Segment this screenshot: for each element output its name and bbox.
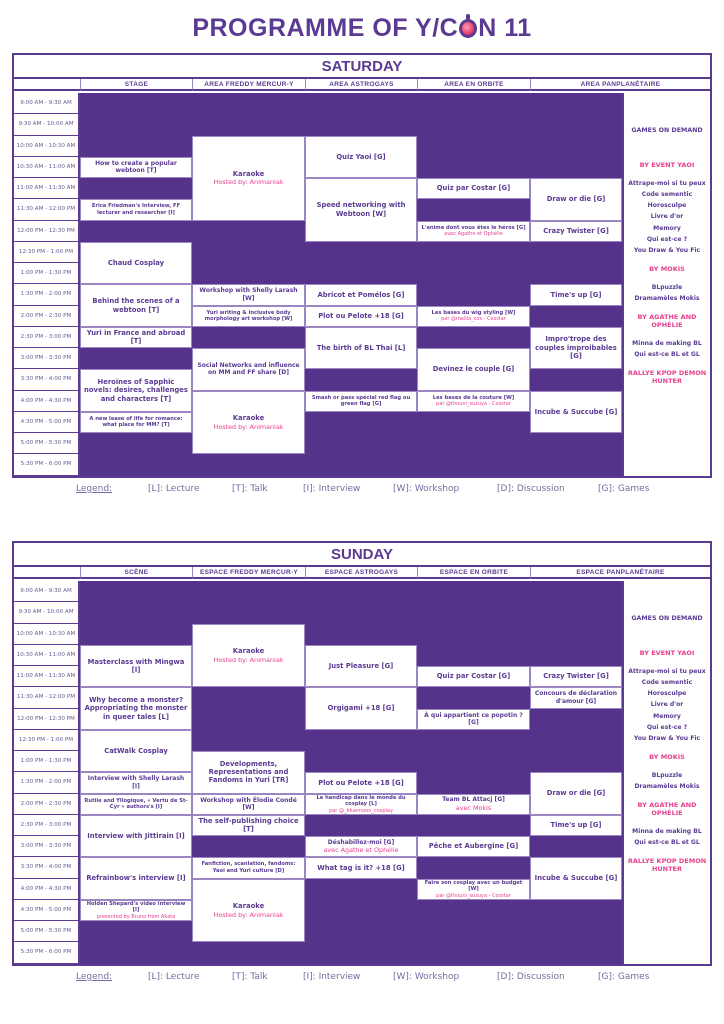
event-title: What tag is it? +18 [G] <box>317 863 405 872</box>
time-slot: 12:00 PM - 12:30 PM <box>14 709 80 730</box>
games-on-demand-heading: GAMES ON DEMAND <box>631 127 703 134</box>
event-cell[interactable] <box>80 157 192 178</box>
by-mokis-heading: BY MOKIS <box>649 753 685 762</box>
event-host: avec Agathe et Ophélie <box>323 846 399 855</box>
event-cell[interactable] <box>192 751 305 794</box>
event-cell[interactable] <box>80 815 192 858</box>
event-cell[interactable] <box>530 178 622 221</box>
event-cell[interactable] <box>417 836 530 857</box>
event-cell[interactable] <box>417 348 530 391</box>
game-item[interactable]: Minna de making BL <box>632 339 702 347</box>
game-item[interactable]: You Draw & You Fic <box>633 246 701 254</box>
event-title: L'anime dont vous êtes le héros [G] <box>421 224 526 231</box>
event-host: avec Agathe et Ophélie <box>444 231 503 238</box>
game-item[interactable]: Dramamèles Mokis <box>634 295 700 303</box>
event-title: Draw or die [G] <box>546 195 606 203</box>
event-title: Developments, Representations and Fandoms in Yuri [TR] <box>208 759 289 785</box>
event-title: Workshop with Élodie Condé [W] <box>200 796 297 812</box>
event-cell[interactable] <box>530 284 622 305</box>
time-slot: 10:30 AM - 11:00 AM <box>14 157 80 178</box>
game-item[interactable]: Qui est-ce ? <box>646 235 688 243</box>
by-agathe-heading: BY AGATHE AND OPHÉLIE <box>637 313 697 330</box>
time-slot: 2:00 PM - 2:30 PM <box>14 306 80 327</box>
time-slot: 5:00 PM - 5:30 PM <box>14 921 80 942</box>
event-title: Masterclass with Mingwa [I] <box>87 657 185 674</box>
event-title: Incube & Succube [G] <box>534 874 618 883</box>
event-cell[interactable] <box>417 794 530 815</box>
sunday-schedule <box>12 541 712 966</box>
event-title: Abricot et Pomélos [G] <box>317 290 405 299</box>
event-title: Yuri writing & inclusive body morphology art workshop [W] <box>204 309 293 323</box>
column-header: AREA ASTROGAYS <box>305 79 417 91</box>
time-slot: 2:30 PM - 3:00 PM <box>14 815 80 836</box>
event-cell[interactable] <box>530 687 622 708</box>
event-cell[interactable] <box>192 284 305 305</box>
event-cell[interactable] <box>192 794 305 815</box>
legend-item: [D]: Discussion <box>497 972 565 982</box>
game-item[interactable]: Memory <box>653 712 681 720</box>
event-cell[interactable] <box>80 857 192 900</box>
event-cell[interactable] <box>192 136 305 221</box>
game-item[interactable]: Livre d'or <box>650 213 684 221</box>
schedule-grid <box>14 567 710 964</box>
game-item[interactable]: Horosculpe <box>647 202 687 210</box>
event-cell[interactable] <box>305 794 417 815</box>
event-title: Concours de déclaration d'amour [G] <box>534 690 618 705</box>
event-title: Fanfiction, scanlation, fandoms: Yaoi and Yuri culture [D] <box>201 861 296 874</box>
time-slot: 5:30 PM - 6:00 PM <box>14 942 80 963</box>
event-cell[interactable] <box>305 391 417 412</box>
game-item[interactable]: Qui est-ce BL et GL <box>634 839 700 847</box>
event-host: Hosted by: Animaniak <box>213 178 284 187</box>
event-title: Plot ou Pelote +18 [G] <box>318 778 404 787</box>
event-cell[interactable] <box>192 391 305 455</box>
event-title: Time's up [G] <box>550 290 602 299</box>
event-title: Crazy Twister [G] <box>543 672 609 681</box>
event-cell[interactable] <box>80 772 192 793</box>
event-cell[interactable] <box>417 666 530 687</box>
event-title: Just Pleasure [G] <box>328 661 394 670</box>
rallye-heading: RALLYE KPOP DEMON HUNTER <box>627 369 707 386</box>
time-slot: 11:30 AM - 12:00 PM <box>14 199 80 220</box>
event-cell[interactable] <box>80 645 192 688</box>
event-title: Interview with Shelly Larash [I] <box>87 775 185 790</box>
time-slot: 1:00 PM - 1:30 PM <box>14 751 80 772</box>
by-event-yaoi-heading: BY EVENT YAOI <box>639 161 695 169</box>
legend-item: [W]: Workshop <box>393 484 460 494</box>
event-cell[interactable] <box>417 178 530 199</box>
event-title: Yuri in France and abroad [T] <box>86 328 186 346</box>
game-item[interactable]: Horosculpe <box>647 690 687 698</box>
column-header-blank <box>14 567 80 579</box>
event-cell[interactable] <box>305 136 417 179</box>
event-cell[interactable] <box>192 624 305 688</box>
game-item[interactable]: Code sementic <box>641 678 693 686</box>
event-title: Smash or pass spécial red flag ou green flag [G] <box>311 394 411 408</box>
event-cell[interactable] <box>305 857 417 878</box>
event-title: Team BL Attacj [G] <box>442 796 505 804</box>
time-slot: 9:00 AM - 9:30 AM <box>14 93 80 114</box>
time-slot: 3:00 PM - 3:30 PM <box>14 836 80 857</box>
column-header: STAGE <box>80 79 192 91</box>
column-header: AREA FREDDY MERCUR-Y <box>192 79 305 91</box>
column-header: ESPACE PANPLANÉTAIRE <box>530 567 710 579</box>
event-cell[interactable] <box>305 645 417 688</box>
time-slot: 4:00 PM - 4:30 PM <box>14 391 80 412</box>
event-title: Les bases du wig styling [W] <box>431 309 516 316</box>
event-title: Quiz par Costar [G] <box>436 672 511 681</box>
column-header: SCÈNE <box>80 567 192 579</box>
time-slot: 4:30 PM - 5:00 PM <box>14 900 80 921</box>
event-cell[interactable] <box>80 687 192 730</box>
event-title: Behind the scenes of a webtoon [T] <box>92 297 180 314</box>
saturday-schedule <box>12 53 712 478</box>
time-slot: 3:30 PM - 4:00 PM <box>14 857 80 878</box>
time-slot: 12:00 PM - 12:30 PM <box>14 221 80 242</box>
legend-item: [L]: Lecture <box>148 484 200 494</box>
event-title: Karaoke <box>232 647 265 656</box>
time-slot: 4:30 PM - 5:00 PM <box>14 412 80 433</box>
legend-item: [D]: Discussion <box>497 484 565 494</box>
legend-label: Legend: <box>76 972 113 982</box>
event-title: Karaoke <box>232 902 265 911</box>
time-slot: 11:00 AM - 11:30 AM <box>14 666 80 687</box>
time-slot: 9:30 AM - 10:00 AM <box>14 114 80 135</box>
game-item[interactable]: Minna de making BL <box>632 827 702 835</box>
event-cell[interactable] <box>80 900 192 921</box>
time-slot: 3:30 PM - 4:00 PM <box>14 369 80 390</box>
event-title: Pêche et Aubergine [G] <box>428 842 519 851</box>
event-title: Orgigami +18 [G] <box>327 704 395 713</box>
game-item[interactable]: Code sementic <box>641 190 693 198</box>
time-slot: 11:00 AM - 11:30 AM <box>14 178 80 199</box>
games-on-demand-heading: GAMES ON DEMAND <box>631 615 703 622</box>
time-slot: 4:00 PM - 4:30 PM <box>14 879 80 900</box>
event-cell[interactable] <box>417 879 530 900</box>
event-title: How to create a popular webtoon [T] <box>95 159 177 175</box>
event-host: Hosted by: Animaniak <box>213 910 284 919</box>
event-title: Speed networking with Webtoon [W] <box>316 201 406 218</box>
event-host: par @thouni_suzuya - Cosstar <box>436 892 511 899</box>
event-title: Holden Shepard's video interview [I] <box>86 900 186 914</box>
event-cell[interactable] <box>530 391 622 434</box>
time-slot: 11:30 AM - 12:00 PM <box>14 687 80 708</box>
event-title: Quiz par Costar [G] <box>436 184 511 193</box>
event-cell[interactable] <box>305 178 417 242</box>
legend-item: [G]: Games <box>598 972 650 982</box>
event-cell[interactable] <box>192 879 305 943</box>
time-slot: 5:00 PM - 5:30 PM <box>14 433 80 454</box>
time-slot: 5:30 PM - 6:00 PM <box>14 454 80 475</box>
time-slot: 1:00 PM - 1:30 PM <box>14 263 80 284</box>
day-title: SUNDAY <box>14 543 710 567</box>
time-slot: 9:00 AM - 9:30 AM <box>14 581 80 602</box>
event-host: presented by Bruno from Akata <box>96 913 176 920</box>
event-title: Why become a monster? Appropriating the monster in queer tales [L] <box>84 695 188 721</box>
game-item[interactable]: Dramamèles Mokis <box>634 783 700 791</box>
event-cell[interactable] <box>80 327 192 348</box>
event-cell[interactable] <box>80 730 192 773</box>
legend-item: [L]: Lecture <box>148 972 200 982</box>
time-slot: 12:30 PM - 1:00 PM <box>14 730 80 751</box>
event-cell[interactable] <box>192 857 305 878</box>
event-title: Faire son cosplay avec un budget [W] <box>424 879 523 892</box>
event-title: The birth of BL Thai [L] <box>316 343 406 352</box>
legend-item: [T]: Talk <box>232 484 268 494</box>
event-title: Crazy Twister [G] <box>543 226 609 235</box>
event-cell[interactable] <box>530 221 622 242</box>
event-cell[interactable] <box>80 794 192 815</box>
games-on-demand-panel <box>622 581 710 964</box>
event-title: Erica Friedman's Interview, FF lecturer and researcher [I] <box>91 203 181 216</box>
day-title: SATURDAY <box>14 55 710 79</box>
event-cell[interactable] <box>417 221 530 242</box>
event-title: CatWalk Cosplay <box>104 746 168 755</box>
by-event-yaoi-heading: BY EVENT YAOI <box>639 649 695 657</box>
event-cell[interactable] <box>305 306 417 327</box>
column-header: AREA EN ORBITE <box>417 79 530 91</box>
column-header-blank <box>14 79 80 91</box>
event-host: Hosted by: Animaniak <box>213 422 284 431</box>
by-agathe-heading: BY AGATHE AND OPHÉLIE <box>637 801 697 818</box>
event-title: Le handicap dans le monde du cosplay [L] <box>316 794 406 807</box>
game-item[interactable]: You Draw & You Fic <box>633 734 701 742</box>
event-cell[interactable] <box>305 327 417 370</box>
event-cell[interactable] <box>417 391 530 412</box>
event-host: Hosted by: Animaniak <box>213 655 284 664</box>
time-slot: 10:30 AM - 11:00 AM <box>14 645 80 666</box>
game-item[interactable]: Livre d'or <box>650 701 684 709</box>
time-slot: 1:30 PM - 2:00 PM <box>14 772 80 793</box>
title-suffix: N 11 <box>478 14 532 42</box>
column-header: ESPACE FREDDY MERCUR-Y <box>192 567 305 579</box>
event-cell[interactable] <box>80 412 192 433</box>
event-cell[interactable] <box>417 709 530 730</box>
event-cell[interactable] <box>530 857 622 900</box>
game-item[interactable]: Qui est-ce ? <box>646 723 688 731</box>
event-host: par @_bluemoon_cosplay <box>329 807 393 814</box>
time-slot: 10:00 AM - 10:30 AM <box>14 136 80 157</box>
event-cell[interactable] <box>80 369 192 412</box>
event-cell[interactable] <box>80 284 192 327</box>
event-title: Refrainbow's interview [I] <box>86 874 186 883</box>
event-title: Déshabillez-moi [G] <box>327 838 395 846</box>
game-item[interactable]: Memory <box>653 224 681 232</box>
event-cell[interactable] <box>305 772 417 793</box>
time-slot: 2:30 PM - 3:00 PM <box>14 327 80 348</box>
event-cell[interactable] <box>305 687 417 730</box>
event-title: Heroines of Sapphic novels: desires, challenges and characters [T] <box>84 377 188 403</box>
event-title: Impro'trope des couples improibables [G] <box>535 335 617 361</box>
event-cell[interactable] <box>305 284 417 305</box>
event-title: Chaud Cosplay <box>107 258 165 267</box>
event-cell[interactable] <box>80 242 192 285</box>
event-title: Les bases de la couture [W] <box>432 394 515 401</box>
game-item[interactable]: Attrape-moi si tu peux <box>628 667 706 675</box>
event-title: Plot ou Pelote +18 [G] <box>318 311 404 320</box>
event-cell[interactable] <box>192 348 305 391</box>
legend-item: [W]: Workshop <box>393 972 460 982</box>
game-item[interactable]: Attrape-moi si tu peux <box>628 179 706 187</box>
title-prefix: PROGRAMME OF Y/C <box>192 14 459 42</box>
game-item[interactable]: BLpuzzle <box>651 283 683 291</box>
column-header: AREA PANPLANÉTAIRE <box>530 79 710 91</box>
game-item[interactable]: BLpuzzle <box>651 771 683 779</box>
peach-icon <box>459 19 477 38</box>
rallye-heading: RALLYE KPOP DEMON HUNTER <box>627 857 707 874</box>
game-item[interactable]: Qui est-ce BL et GL <box>634 351 700 359</box>
event-title: Karaoke <box>232 169 265 178</box>
event-title: Incube & Succube [G] <box>534 407 618 416</box>
event-title: À qui appartient ce popotin ? [G] <box>424 711 523 727</box>
event-title: The self-publishing choice [T] <box>198 816 299 834</box>
time-slot: 9:30 AM - 10:00 AM <box>14 602 80 623</box>
event-title: A new lease of life for romance: what place for MM? [T] <box>89 415 183 429</box>
event-cell[interactable] <box>530 815 622 836</box>
column-header: ESPACE EN ORBITE <box>417 567 530 579</box>
event-cell[interactable] <box>417 306 530 327</box>
event-title: Social Networks and influence on MM and FF share [D] <box>197 361 300 377</box>
legend-label: Legend: <box>76 484 113 494</box>
by-mokis-heading: BY MOKIS <box>649 265 685 274</box>
time-slot: 10:00 AM - 10:30 AM <box>14 624 80 645</box>
event-title: Karaoke <box>232 414 265 423</box>
event-title: Draw or die [G] <box>546 789 606 798</box>
time-slot: 2:00 PM - 2:30 PM <box>14 794 80 815</box>
event-host: par @melila_cos - Cosstar <box>441 316 506 323</box>
event-cell[interactable] <box>530 772 622 815</box>
legend-item: [I]: Interview <box>303 484 361 494</box>
event-host: avec Mokis <box>455 803 492 812</box>
page-title <box>0 14 724 43</box>
event-cell[interactable] <box>192 306 305 327</box>
event-title: Time's up [G] <box>550 821 602 830</box>
legend-item: [I]: Interview <box>303 972 361 982</box>
event-title: Rutile and Yllogique, « Vertu de St-Cyr » authors's [I] <box>84 797 188 811</box>
event-cell[interactable] <box>80 199 192 220</box>
time-slot: 12:30 PM - 1:00 PM <box>14 242 80 263</box>
event-title: Interview with Jittirain [I] <box>87 831 185 840</box>
event-title: Workshop with Shelly Larash [W] <box>199 287 298 302</box>
legend-item: [G]: Games <box>598 484 650 494</box>
schedule-grid <box>14 79 710 476</box>
time-slot: 3:00 PM - 3:30 PM <box>14 348 80 369</box>
event-title: Devinez le couple [G] <box>432 365 515 373</box>
event-cell[interactable] <box>530 327 622 370</box>
time-slot: 1:30 PM - 2:00 PM <box>14 284 80 305</box>
column-header: ESPACE ASTROGAYS <box>305 567 417 579</box>
legend-item: [T]: Talk <box>232 972 268 982</box>
event-cell[interactable] <box>530 666 622 687</box>
event-cell[interactable] <box>192 815 305 836</box>
games-on-demand-panel <box>622 93 710 476</box>
event-host: par @thouni_suzuya - Cosstar <box>436 401 511 408</box>
event-cell[interactable] <box>305 836 417 857</box>
event-title: Quiz Yaoi [G] <box>336 152 386 161</box>
